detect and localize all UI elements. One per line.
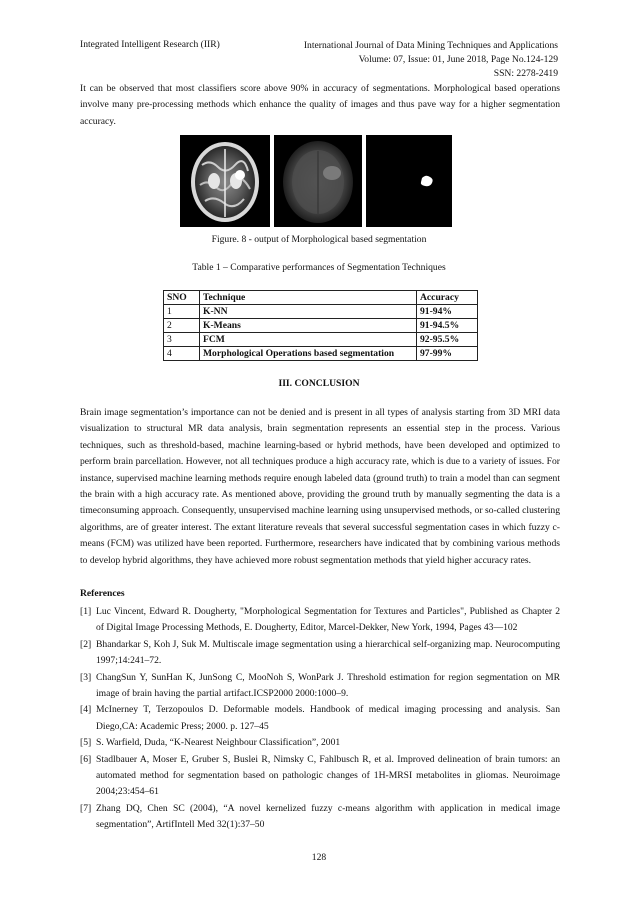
reference-text: Luc Vincent, Edward R. Dougherty, "Morphological Segmentation for Textures and Particles", Published as Chapter 2 of Digital Image Processing Methods, E. Dougherty, Editor, Marcel-Dekker, New York, 1994, Pages 43—102 [96, 606, 560, 634]
table-row [164, 347, 478, 361]
journal-volume: Volume: 07, Issue: 01, June 2018, Page No.124-129 [358, 54, 558, 65]
reference-number: [2] [80, 638, 92, 650]
cell-accuracy: 97-99% [417, 347, 478, 361]
reference-number: [5] [80, 737, 92, 749]
intro-paragraph: It can be observed that most classifiers score above 90% in accuracy of segmentations. Morphological based operations involve many pre-processing methods which enhance the quality of images and thus pave way for a higher segmentation accuracy. [80, 83, 560, 127]
reference-item [80, 702, 560, 735]
reference-number: [3] [80, 671, 92, 683]
references-list [80, 604, 560, 834]
reference-number: [1] [80, 606, 92, 617]
reference-item [80, 670, 560, 703]
mri-filtered-image [274, 135, 362, 227]
figure-8 [180, 135, 452, 227]
figure-caption: Figure. 8 - output of Morphological based segmentation [211, 234, 427, 245]
reference-text: Stadlbauer A, Moser E, Gruber S, Buslei R, Nimsky C, Fahlbusch R, et al. Improved delineation of brain tumors: an automated method for segmentation based on pathologic changes of 1H-MRSI metabolites in gliomas. Neuroimage 2004;23:454–61 [96, 753, 560, 798]
cell-technique: FCM [200, 333, 417, 347]
reference-item [80, 604, 560, 637]
references-heading: References [80, 588, 125, 599]
reference-text: McInerney T, Terzopoulos D. Deformable models. Handbook of medical imaging processing and analysis. San Diego,CA: Academic Press; 2000. p. 127–45 [96, 704, 560, 732]
header-accuracy: Accuracy [417, 291, 478, 305]
reference-text: Bhandarkar S, Koh J, Suk M. Multiscale image segmentation using a hierarchical self-organizing map. Neurocomputing 1997;14:241–72. [96, 638, 560, 667]
cell-sno: 2 [164, 319, 200, 333]
table-caption: Table 1 – Comparative performances of Segmentation Techniques [192, 262, 446, 273]
reference-number: [4] [80, 704, 92, 716]
cell-sno: 4 [164, 347, 200, 361]
cell-technique: K-NN [200, 305, 417, 319]
mri-original-image [180, 135, 270, 227]
cell-technique: K-Means [200, 319, 417, 333]
reference-number: [6] [80, 753, 92, 765]
journal-issn: SSN: 2278-2419 [493, 68, 558, 79]
cell-accuracy: 91-94.5% [417, 319, 478, 333]
journal-title: International Journal of Data Mining Techniques and Applications [303, 40, 558, 51]
reference-item [80, 735, 560, 751]
journal-header-right [258, 39, 558, 81]
page-number: 128 [311, 852, 327, 863]
header-sno: SNO [164, 291, 200, 305]
reference-text: S. Warfield, Duda, “K-Nearest Neighbour Classification”, 2001 [96, 737, 341, 749]
reference-text: Zhang DQ, Chen SC (2004), “A novel kernelized fuzzy c-means algorithm with application in medical image segmentation”, ArtifIntell Med 32(1):37–50 [96, 802, 560, 831]
reference-text: ChangSun Y, SunHan K, JunSong C, MooNoh S, WonPark J. Threshold estimation for region segmentation on MR image of brain having the partial artifact.ICSP2000 2000:1000–9. [96, 671, 560, 700]
cell-accuracy: 91-94% [417, 305, 478, 319]
reference-number: [7] [80, 802, 92, 814]
table-row [164, 319, 478, 333]
table-header-row [164, 291, 478, 305]
table-row [164, 305, 478, 319]
mri-segmented-tumor-image [366, 135, 452, 227]
conclusion-paragraph: Brain image segmentation’s importance can not be denied and is present in all types of analysis starting from 3D MRI data visualization to structural MR data analysis, brain segmentation represents an essential step in the process. Various techniques, such as threshold-based, machine learning-based or hybrid methods, have been developed and optimized to perform brain parcellation. However, not all techniques produce a high accuracy rate, which is due to a variety of issues. For instance, supervised machine learning methods require enough labeled data (ground truth) to train a model than can segment the brain with a high accuracy rate. As mentioned above, providing the ground truth by manually segmenting the data is a timeconsuming approach. Consequently, unsupervised machine learning using unsupervised methods, or so-called clustering algorithms, are of greater interest. The extant literature reveals that several successful segmentation cases in which fuzzy c-means (FCM) was utilized have been reported. Furthermore, researchers have indicated that by combining various methods to develop hybrid algorithms, they have achieved more robust segmentation methods that yield higher accuracy rates. [80, 407, 560, 566]
header-technique: Technique [200, 291, 417, 305]
cell-technique: Morphological Operations based segmentation [200, 347, 417, 361]
reference-item [80, 801, 560, 834]
cell-sno: 1 [164, 305, 200, 319]
table-row [164, 333, 478, 347]
comparison-table [163, 290, 478, 361]
journal-header-left: Integrated Intelligent Research (IIR) [80, 39, 220, 50]
cell-accuracy: 92-95.5% [417, 333, 478, 347]
section-heading-conclusion: III. CONCLUSION [278, 378, 360, 389]
cell-sno: 3 [164, 333, 200, 347]
reference-item [80, 752, 560, 801]
reference-item [80, 637, 560, 670]
